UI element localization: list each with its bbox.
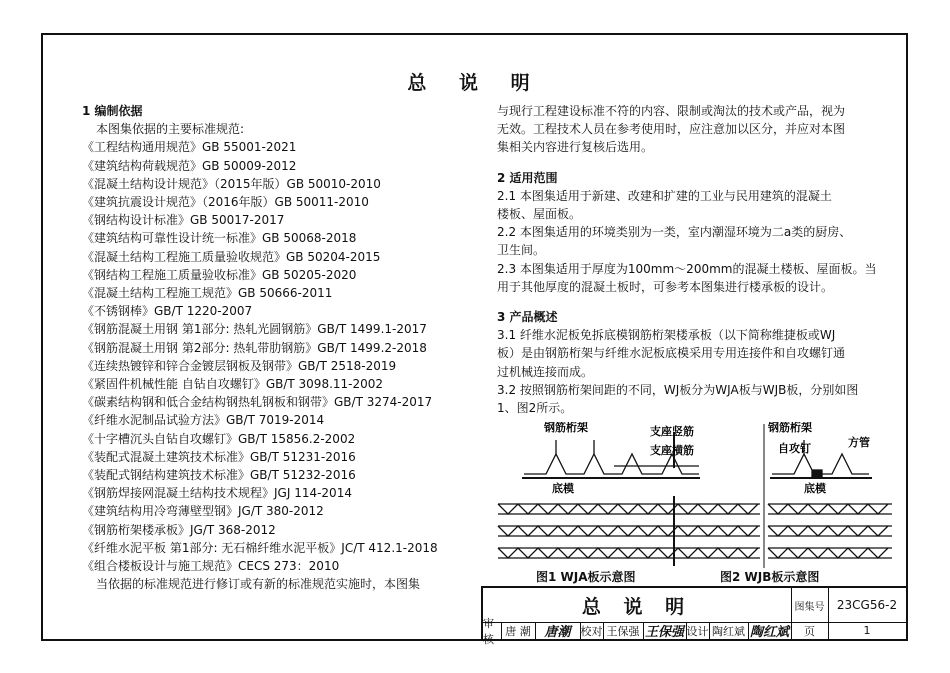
standard-item: 《钢结构工程施工质量验收标准》GB 50205-2020	[82, 267, 357, 282]
section1-heading: 1 编制依据	[82, 104, 143, 118]
fig2-label-screw: 自攻钉	[778, 442, 811, 455]
atlas-no: 23CG56-2	[836, 598, 898, 612]
standard-item: 《混凝土结构设计规范》（2015年版）GB 50010-2010	[82, 176, 381, 191]
section1-intro: 本图集依据的主要标准规范:	[96, 122, 245, 137]
standard-item: 《工程结构通用规范》GB 55001-2021	[82, 140, 297, 155]
section3-line: 板）是由钢筋桁架与纤维水泥板底模采用专用连接件和自攻螺钉通	[497, 346, 846, 361]
designer-signature: 陶红斌	[749, 625, 789, 640]
page-label: 页	[804, 624, 815, 638]
standard-item: 《纤维水泥制品试验方法》GB/T 7019-2014	[82, 413, 325, 428]
title-block	[481, 586, 906, 646]
section1-closing: 当依据的标准规范进行修订或有新的标准规范实施时，本图集	[96, 577, 421, 592]
section2-line: 2.2 本图集适用的环境类别为一类，室内潮湿环境为二a类的厨房、	[497, 225, 852, 240]
standard-item: 《建筑结构荷载规范》GB 50009-2012	[82, 158, 297, 173]
standard-item: 《装配式混凝土建筑技术标准》GB/T 51231-2016	[82, 449, 356, 464]
standard-item: 《钢筋混凝土用钢 第2部分: 热轧带肋钢筋》GB/T 1499.2-2018	[82, 340, 427, 355]
section3-line: 3.2 按照钢筋桁架间距的不同，WJ板分为WJA板与WJB板，分别如图	[497, 382, 859, 397]
standard-item: 《钢筋焊接网混凝土结构技术规程》JGJ 114-2014	[82, 486, 352, 501]
fig1-label-bottom: 底模	[552, 482, 574, 495]
standard-item: 《混凝土结构工程施工规范》GB 50666-2011	[82, 286, 333, 301]
standard-item: 《纤维水泥平板 第1部分: 无石棉纤维水泥平板》JC/T 412.1-2018	[82, 540, 438, 555]
standard-item: 《建筑结构用冷弯薄壁型钢》JG/T 380-2012	[82, 504, 324, 519]
standard-item: 《建筑结构可靠性设计统一标准》GB 50068-2018	[82, 231, 357, 246]
section2-line: 卫生间。	[497, 243, 546, 258]
section3-line: 3.1 纤维水泥板免拆底模钢筋桁架楼承板（以下简称维捷板或WJ	[497, 328, 836, 343]
standard-item: 《装配式钢结构建筑技术标准》GB/T 51232-2016	[82, 468, 356, 483]
page-title: 总 说 明	[407, 72, 543, 94]
standard-item: 《紧固件机械性能 自钻自攻螺钉》GB/T 3098.11-2002	[82, 377, 384, 392]
review-label: 审核	[483, 616, 494, 646]
standard-item: 《连续热镀锌和锌合金镀层钢板及钢带》GB/T 2518-2019	[82, 358, 397, 373]
fig1-label-horizontal: 支座横筋	[650, 444, 694, 457]
proof-label: 校对	[580, 624, 603, 638]
fig2-label-truss: 钢筋桁架	[768, 422, 812, 434]
standards-list	[82, 138, 477, 575]
fig2-label-bottom: 底模	[804, 482, 826, 495]
standard-item: 《建筑抗震设计规范》（2016年版）GB 50011-2010	[82, 195, 369, 210]
section2-line: 楼板、屋面板。	[497, 207, 582, 222]
proofer-signature: 王保强	[644, 625, 684, 640]
section3-heading: 3 产品概述	[497, 310, 558, 325]
section3-line: 过机械连接而成。	[497, 364, 594, 379]
standard-item: 《十字槽沉头自钻自攻螺钉》GB/T 15856.2-2002	[82, 431, 356, 446]
section2-line: 2.1 本图集适用于新建、改建和扩建的工业与民用建筑的混凝土	[497, 188, 832, 203]
designer-name: 陶红斌	[712, 624, 745, 638]
fig2-caption: 图2 WJB板示意图	[720, 570, 820, 584]
standard-item: 《钢筋混凝土用钢 第1部分: 热轧光圆钢筋》GB/T 1499.1-2017	[82, 322, 427, 337]
fig2-plan-view	[768, 504, 892, 558]
left-column	[82, 102, 477, 593]
fig1-label-truss: 钢筋桁架	[544, 422, 588, 434]
reviewer-name: 唐 潮	[505, 624, 531, 638]
section2-line: 2.3 本图集适用于厚度为100mm～200mm的混凝土楼板、屋面板。当	[497, 261, 877, 276]
fig1-label-vertical: 支座竖筋	[650, 425, 694, 438]
design-label: 设计	[686, 624, 709, 638]
standard-item: 《钢筋桁架楼承板》JG/T 368-2012	[82, 522, 276, 537]
standard-item: 《组合楼板设计与施工规范》CECS 273：2010	[82, 559, 340, 574]
atlas-no-label: 图集号	[794, 601, 825, 613]
figures-illustration	[494, 422, 894, 568]
continuation-line: 集相关内容进行复核后选用。	[497, 140, 654, 155]
proofer-name: 王保强	[606, 624, 640, 638]
section2-heading: 2 适用范围	[497, 170, 558, 185]
right-column	[497, 102, 885, 417]
section2-line: 用于其他厚度的混凝土板时，可参考本图集进行楼承板的设计。	[497, 279, 834, 294]
title-block-title: 总 说 明	[581, 595, 693, 618]
reviewer-signature: 唐潮	[544, 625, 571, 640]
fig2-label-tube: 方管	[848, 436, 870, 449]
continuation-line: 与现行工程建设标准不符的内容、限制或淘汰的技术或产品，视为	[497, 104, 846, 118]
fig1-plan-view	[498, 496, 760, 566]
section3-line: 1、图2所示。	[497, 401, 573, 416]
fig1-caption: 图1 WJA板示意图	[536, 570, 636, 584]
standard-item: 《钢结构设计标准》GB 50017-2017	[82, 213, 285, 228]
standard-item: 《不锈钢棒》GB/T 1220-2007	[82, 304, 253, 319]
continuation-line: 无效。工程技术人员在参考使用时，应注意加以区分，并应对本图	[497, 122, 846, 137]
standard-item: 《混凝土结构工程施工质量验收规范》GB 50204-2015	[82, 249, 381, 264]
standard-item: 《碳素结构钢和低合金结构钢热轧钢板和钢带》GB/T 3274-2017	[82, 395, 433, 410]
page-number: 1	[863, 624, 871, 637]
